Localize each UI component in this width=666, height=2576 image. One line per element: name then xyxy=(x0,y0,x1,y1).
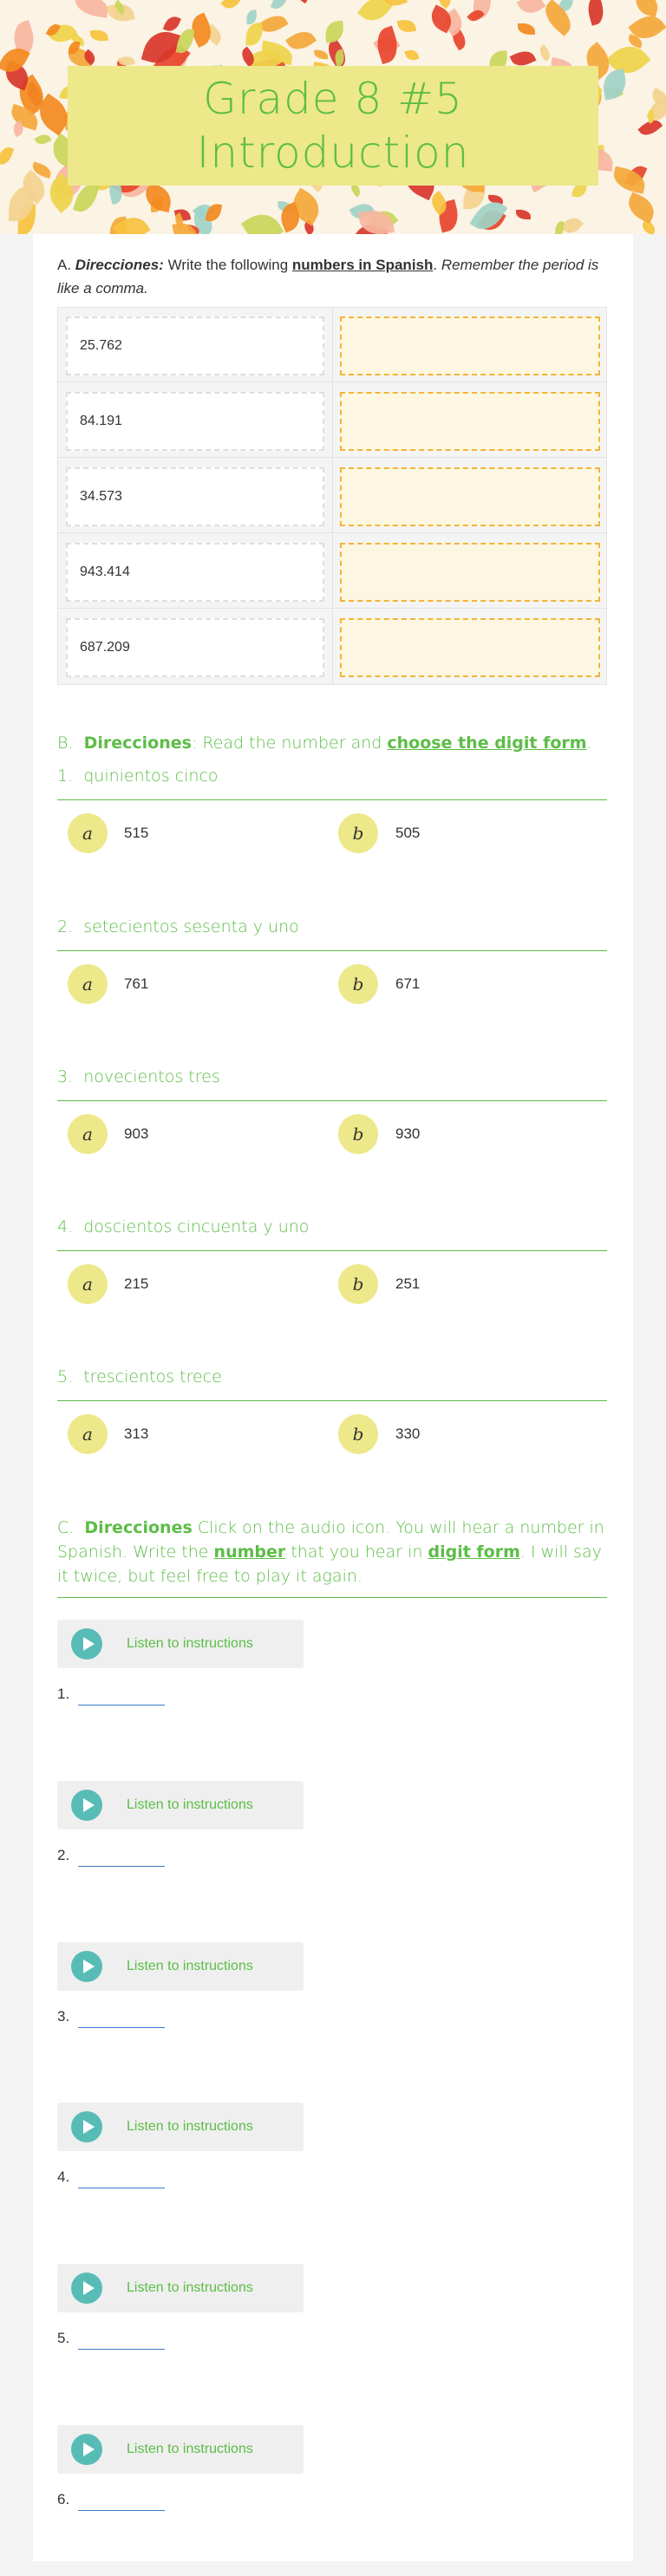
answer-blank[interactable] xyxy=(78,2349,165,2350)
answer-input[interactable] xyxy=(340,618,600,677)
section-a-directions: A. Direcciones: Write the following numbers in Spanish. Remember the period is like a comma. xyxy=(57,257,599,297)
option-a-button[interactable]: a xyxy=(68,813,108,853)
leaf-decoration xyxy=(295,0,310,3)
grid-number: 25.762 xyxy=(66,316,324,375)
option-b-button[interactable]: b xyxy=(338,1114,378,1154)
page-title: Grade 8 #5 xyxy=(203,74,463,124)
leaf-decoration xyxy=(258,11,288,38)
play-icon[interactable] xyxy=(71,2434,102,2465)
answer-input[interactable] xyxy=(340,392,600,451)
audio-player[interactable] xyxy=(57,2264,304,2312)
leaf-decoration xyxy=(516,0,545,19)
audio-label: Listen to instructions xyxy=(127,1959,253,1973)
question-5-title: 5. trescientos trece xyxy=(57,1367,222,1386)
option-b-label[interactable]: 671 xyxy=(395,975,421,992)
grid-number: 943.414 xyxy=(66,543,324,602)
leaf-decoration xyxy=(404,48,420,62)
grid-row xyxy=(58,459,606,533)
option-b-button[interactable]: b xyxy=(338,813,378,853)
page-subtitle: Introduction xyxy=(196,127,470,178)
option-a-label[interactable]: 903 xyxy=(124,1125,149,1142)
play-icon[interactable] xyxy=(71,1790,102,1821)
leaf-decoration xyxy=(518,23,535,35)
option-b-label[interactable]: 930 xyxy=(395,1125,421,1142)
option-b-button[interactable]: b xyxy=(338,1264,378,1304)
audio-player[interactable] xyxy=(57,1620,304,1668)
answer-number: 3. xyxy=(57,2008,70,2025)
answer-number: 1. xyxy=(57,1686,70,1702)
answer-input[interactable] xyxy=(340,543,600,602)
answer-number: 4. xyxy=(57,2168,70,2185)
option-a-label[interactable]: 215 xyxy=(124,1275,149,1292)
option-a-label[interactable]: 761 xyxy=(124,975,149,992)
answer-blank[interactable] xyxy=(78,2510,165,2511)
option-b-button[interactable]: b xyxy=(338,964,378,1004)
play-icon[interactable] xyxy=(71,2111,102,2142)
question-4-title: 4. doscientos cincuenta y uno xyxy=(57,1217,310,1236)
answer-blank[interactable] xyxy=(78,2027,165,2028)
answer-blank[interactable] xyxy=(78,1866,165,1867)
option-a-button[interactable]: a xyxy=(68,1114,108,1154)
leaf-decoration xyxy=(516,209,532,218)
play-icon[interactable] xyxy=(71,1951,102,1982)
grid-number: 84.191 xyxy=(66,392,324,451)
answer-number: 5. xyxy=(57,2330,70,2346)
grid-row xyxy=(58,383,606,458)
page-title-banner xyxy=(68,66,598,186)
option-a-label[interactable]: 313 xyxy=(124,1425,149,1442)
audio-player[interactable] xyxy=(57,1942,304,1991)
leaf-decoration xyxy=(73,0,109,18)
option-b-label[interactable]: 251 xyxy=(395,1275,421,1292)
audio-label: Listen to instructions xyxy=(127,2442,253,2456)
grid-number: 687.209 xyxy=(66,618,324,677)
answer-input[interactable] xyxy=(340,316,600,375)
leaf-decoration xyxy=(560,214,584,234)
option-b-label[interactable]: 330 xyxy=(395,1425,421,1442)
audio-label: Listen to instructions xyxy=(127,2280,253,2295)
question-2-title: 2. setecientos sesenta y uno xyxy=(57,917,299,936)
section-c-directions: C. Direcciones Click on the audio icon. You will hear a number in Spanish. Write the number that you hear in digit form. I will say it twice, but feel free to play it again. xyxy=(57,1518,604,1586)
option-b-button[interactable]: b xyxy=(338,1414,378,1454)
leaf-decoration xyxy=(271,0,290,11)
audio-player[interactable] xyxy=(57,1781,304,1829)
leaf-decoration xyxy=(555,220,564,234)
grid-row xyxy=(58,610,606,684)
leaf-decoration xyxy=(113,211,150,234)
leaf-decoration xyxy=(325,21,345,42)
option-b-label[interactable]: 505 xyxy=(395,825,421,841)
leaf-decoration xyxy=(176,27,195,55)
section-b-directions: B. Direcciones: Read the number and choose the digit form. xyxy=(57,734,592,753)
play-icon[interactable] xyxy=(71,1628,102,1660)
audio-player[interactable] xyxy=(57,2425,304,2474)
question-1-title: 1. quinientos cinco xyxy=(57,766,219,786)
play-icon[interactable] xyxy=(71,2273,102,2304)
translation-grid xyxy=(57,307,607,685)
leaf-decoration xyxy=(397,18,416,35)
audio-player[interactable] xyxy=(57,2103,304,2151)
leaf-decoration xyxy=(0,146,14,167)
leaf-decoration xyxy=(632,0,661,17)
leaf-decoration xyxy=(163,14,181,34)
option-a-button[interactable]: a xyxy=(68,964,108,1004)
leaf-decoration xyxy=(537,44,552,61)
audio-label: Listen to instructions xyxy=(127,1636,253,1651)
leaf-decoration xyxy=(246,23,263,46)
grid-row xyxy=(58,534,606,609)
option-a-label[interactable]: 515 xyxy=(124,825,149,841)
grid-row xyxy=(58,308,606,382)
leaf-decoration xyxy=(314,49,329,59)
leaf-decoration xyxy=(240,206,284,234)
answer-number: 2. xyxy=(57,1847,70,1863)
answer-number: 6. xyxy=(57,2491,70,2508)
answer-input[interactable] xyxy=(340,467,600,526)
leaf-decoration xyxy=(584,0,607,26)
audio-label: Listen to instructions xyxy=(127,1797,253,1812)
leaf-decoration xyxy=(90,29,108,42)
audio-label: Listen to instructions xyxy=(127,2119,253,2134)
leaf-decoration xyxy=(221,0,241,12)
option-a-button[interactable]: a xyxy=(68,1264,108,1304)
grid-number: 34.573 xyxy=(66,467,324,526)
leaf-decoration xyxy=(285,26,317,55)
option-a-button[interactable]: a xyxy=(68,1414,108,1454)
leaf-decoration xyxy=(624,192,658,224)
leaf-decoration xyxy=(34,131,51,147)
question-3-title: 3. novecientos tres xyxy=(57,1067,220,1086)
